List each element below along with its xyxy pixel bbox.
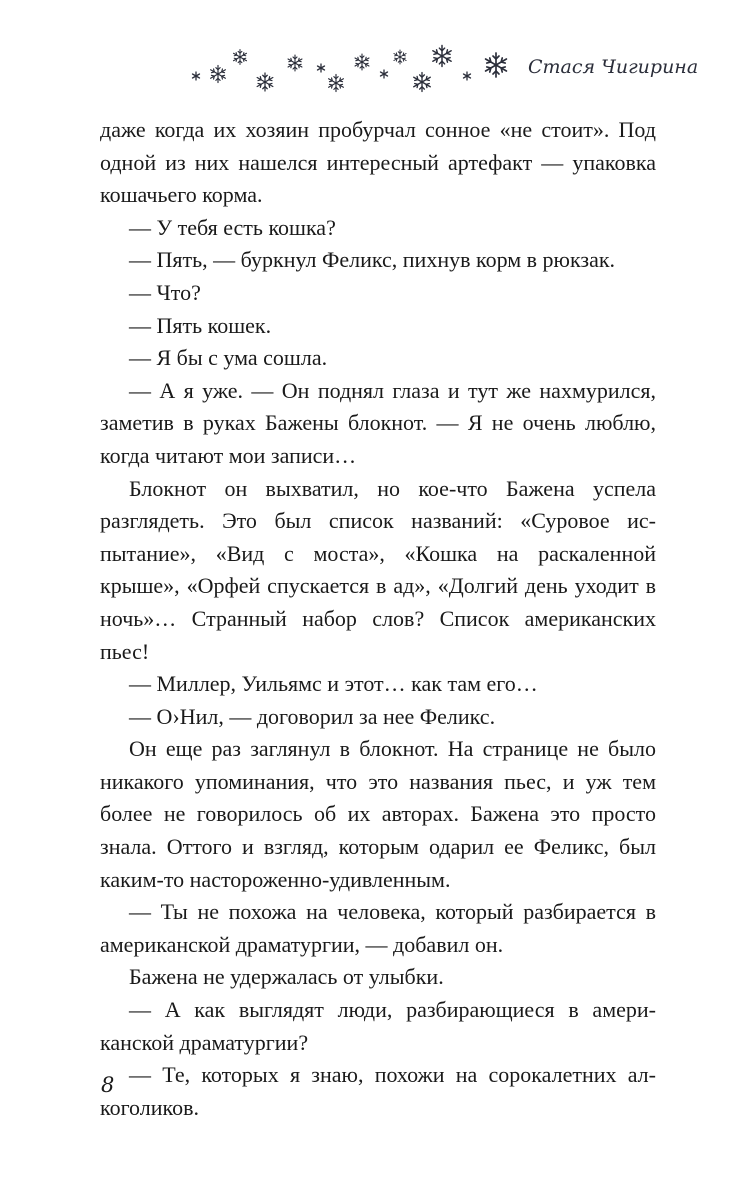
dialogue-line: — Миллер, Уильямс и этот… как там его… xyxy=(129,671,538,697)
paragraph: даже когда их хозяин пробурчал сонное «не стоит». Под одной из них нашелся интересный артефакт — упаковка кошачьего корма. xyxy=(100,117,656,208)
snowflake-icon xyxy=(414,73,431,92)
snowflake-icon xyxy=(233,50,246,65)
snowflake-icon xyxy=(193,72,200,80)
snowflake-icon xyxy=(288,55,302,71)
dialogue-line: — А как выглядят люди, разбирающиеся в американской драматургии? xyxy=(100,997,656,1055)
paragraph: Блокнот он выхватил, но кое-что Бажена успела разглядеть. Это был список названий: «Суровое испытание», «Вид с моста», «Кошка на раскаленной крыше», «Орфей спускается в ад», «Долгий день уходит в ночь»… Странный набор слов? Список американских пьес! xyxy=(100,475,656,664)
dialogue-line: — О›Нил, — договорил за нее Феликс. xyxy=(129,703,496,729)
page-number: 8 xyxy=(101,1073,115,1097)
dialogue-line: — Пять, — буркнул Феликс, пихнув корм в рюкзак. xyxy=(129,247,616,273)
snowflake-icon xyxy=(394,50,406,64)
dialogue-line: — А я уже. — Он поднял глаза и тут же нахмурился, заметив в руках Бажены блокнот. — Я не очень люблю, когда читают мои записи… xyxy=(100,377,656,468)
dialogue-line: — Что? xyxy=(129,279,201,305)
snowflake-icon xyxy=(329,75,344,92)
snowflake-icon xyxy=(381,70,388,78)
body-text xyxy=(100,114,656,1124)
snowflake-icon xyxy=(464,72,471,80)
dialogue-line: — Я бы с ума сошла. xyxy=(129,345,328,371)
snowflake-icon xyxy=(211,66,226,83)
dialogue-line: — Ты не похожа на человека, который разбирается в американской драматургии, — добавил он. xyxy=(100,899,656,957)
dialogue-line: — Пять кошек. xyxy=(129,312,272,338)
snowflake-icon xyxy=(486,53,507,77)
page-header xyxy=(0,0,739,110)
snowflake-icon xyxy=(318,64,325,72)
snowflake-icon xyxy=(433,46,451,67)
dialogue-line: — Те, которых я знаю, похожи на сорокалетних алкоголиков. xyxy=(100,1062,656,1120)
snowflake-icon xyxy=(257,73,273,91)
paragraph: Бажена не удержалась от улыбки. xyxy=(129,964,444,990)
paragraph: Он еще раз заглянул в блокнот. На странице не было никакого упоминания, что это названия пьес, и уж тем более не говорилось об их авторах. Бажена это просто знала. Оттого и взгляд, которым одарил ее Феликс, был каким-то настороженно-удивленным. xyxy=(100,736,656,892)
dialogue-line: — У тебя есть кошка? xyxy=(129,214,336,240)
snowflake-icon xyxy=(355,54,369,70)
snowflake-ornament xyxy=(0,0,739,110)
running-head-author: Стася Чигирина xyxy=(528,56,699,78)
